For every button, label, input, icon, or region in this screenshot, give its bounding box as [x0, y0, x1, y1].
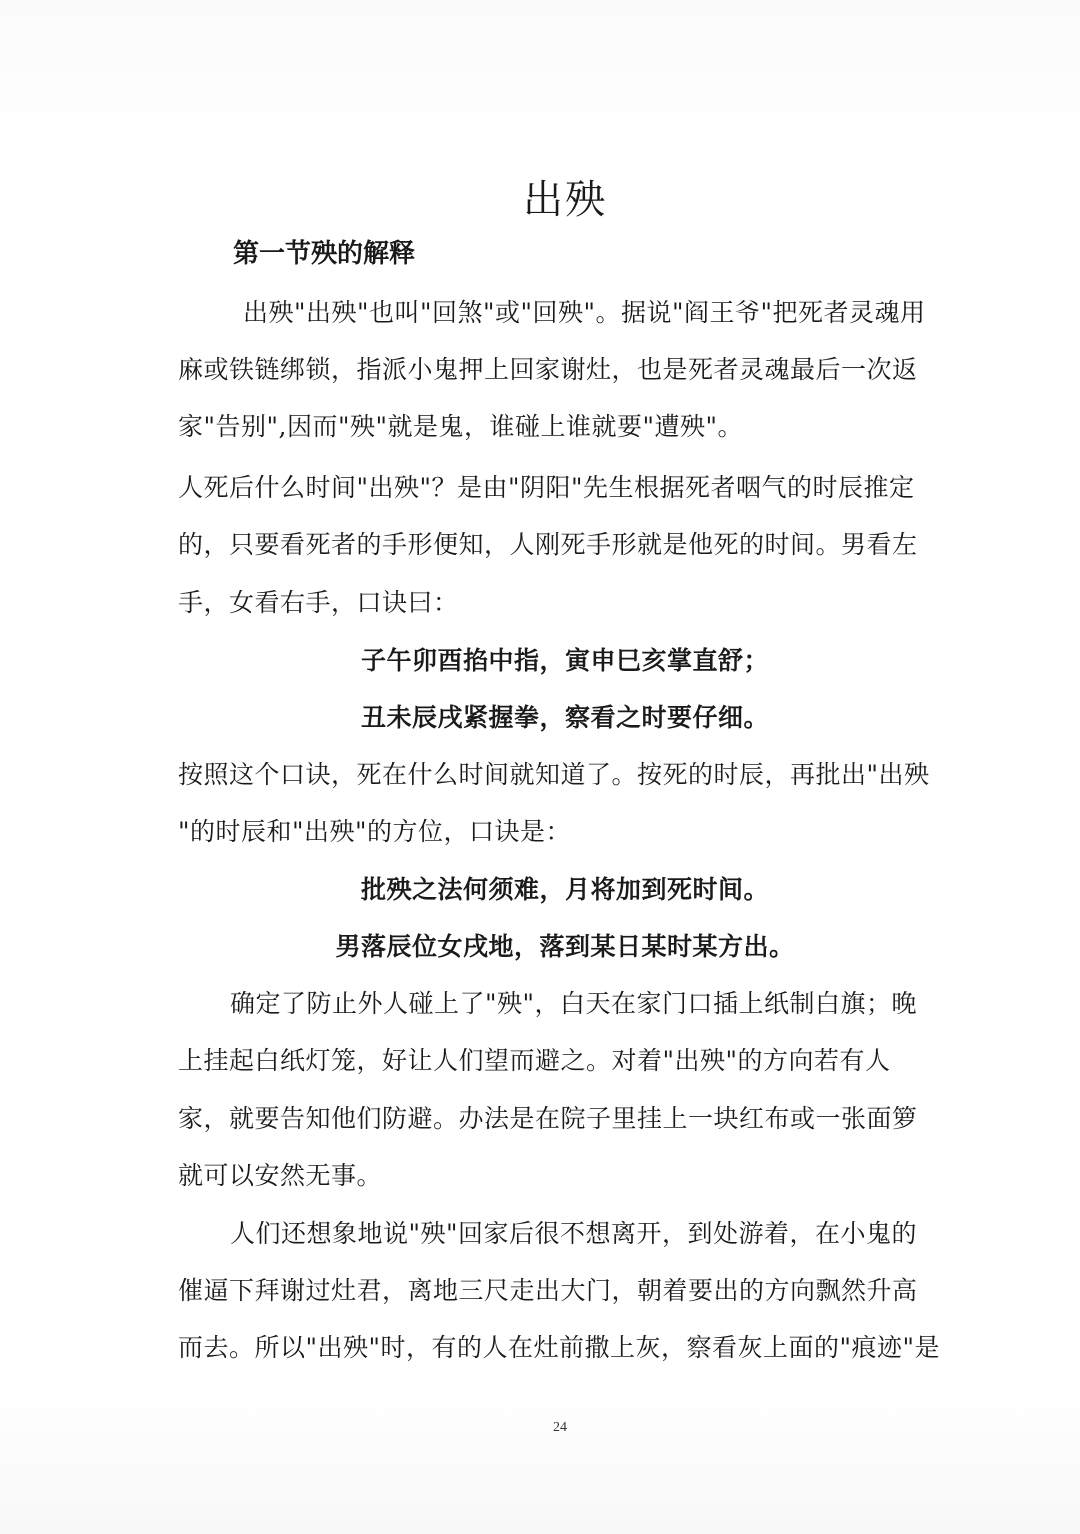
body-line: 出殃"出殃"也叫"回煞"或"回殃"。据说"阎王爷"把死者灵魂用 [243, 298, 926, 327]
body-line: 家"告别",因而"殃"就是鬼，谁碰上谁就要"遭殃"。 [178, 412, 743, 441]
verse-line: 丑未辰戌紧握拳，察看之时要仔细。 [360, 703, 769, 732]
body-line: 催逼下拜谢过灶君，离地三尺走出大门，朝着要出的方向飘然升高 [178, 1276, 918, 1305]
body-line: 人死后什么时间"出殃"？是由"阴阳"先生根据死者咽气的时辰推定 [178, 473, 915, 502]
body-line: 上挂起白纸灯笼，好让人们望而避之。对着"出殃"的方向若有人 [178, 1046, 891, 1075]
body-line: 就可以安然无事。 [178, 1161, 383, 1190]
body-line: 麻或铁链绑锁，指派小鬼押上回家谢灶，也是死者灵魂最后一次返 [178, 355, 918, 384]
body-line: 人们还想象地说"殃"回家后很不想离开，到处游着，在小鬼的 [230, 1219, 918, 1248]
verse-line: 批殃之法何须难，月将加到死时间。 [360, 875, 769, 904]
verse-line: 男落辰位女戌地，落到某日某时某方出。 [335, 932, 795, 961]
verse-line: 子午卯酉掐中指，寅申巳亥掌直舒； [360, 646, 769, 675]
body-line: 家，就要告知他们防避。办法是在院子里挂上一块红布或一张面箩 [178, 1104, 918, 1133]
body-line: 而去。所以"出殃"时，有的人在灶前撒上灰，察看灰上面的"痕迹"是 [178, 1333, 940, 1362]
body-line: 手，女看右手，口诀曰： [178, 588, 459, 617]
page-title: 出殃 [523, 177, 607, 223]
body-line: 的，只要看死者的手形便知，人刚死手形就是他死的时间。男看左 [178, 530, 918, 559]
section-heading: 第一节殃的解释 [233, 239, 416, 269]
body-line: 按照这个口诀，死在什么时间就知道了。按死的时辰，再批出"出殃 [178, 760, 930, 789]
body-line: "的时辰和"出殃"的方位，口诀是： [178, 817, 571, 846]
page-number: 24 [553, 1420, 567, 1435]
body-line: 确定了防止外人碰上了"殃"，白天在家门口插上纸制白旗；晚 [230, 989, 918, 1018]
